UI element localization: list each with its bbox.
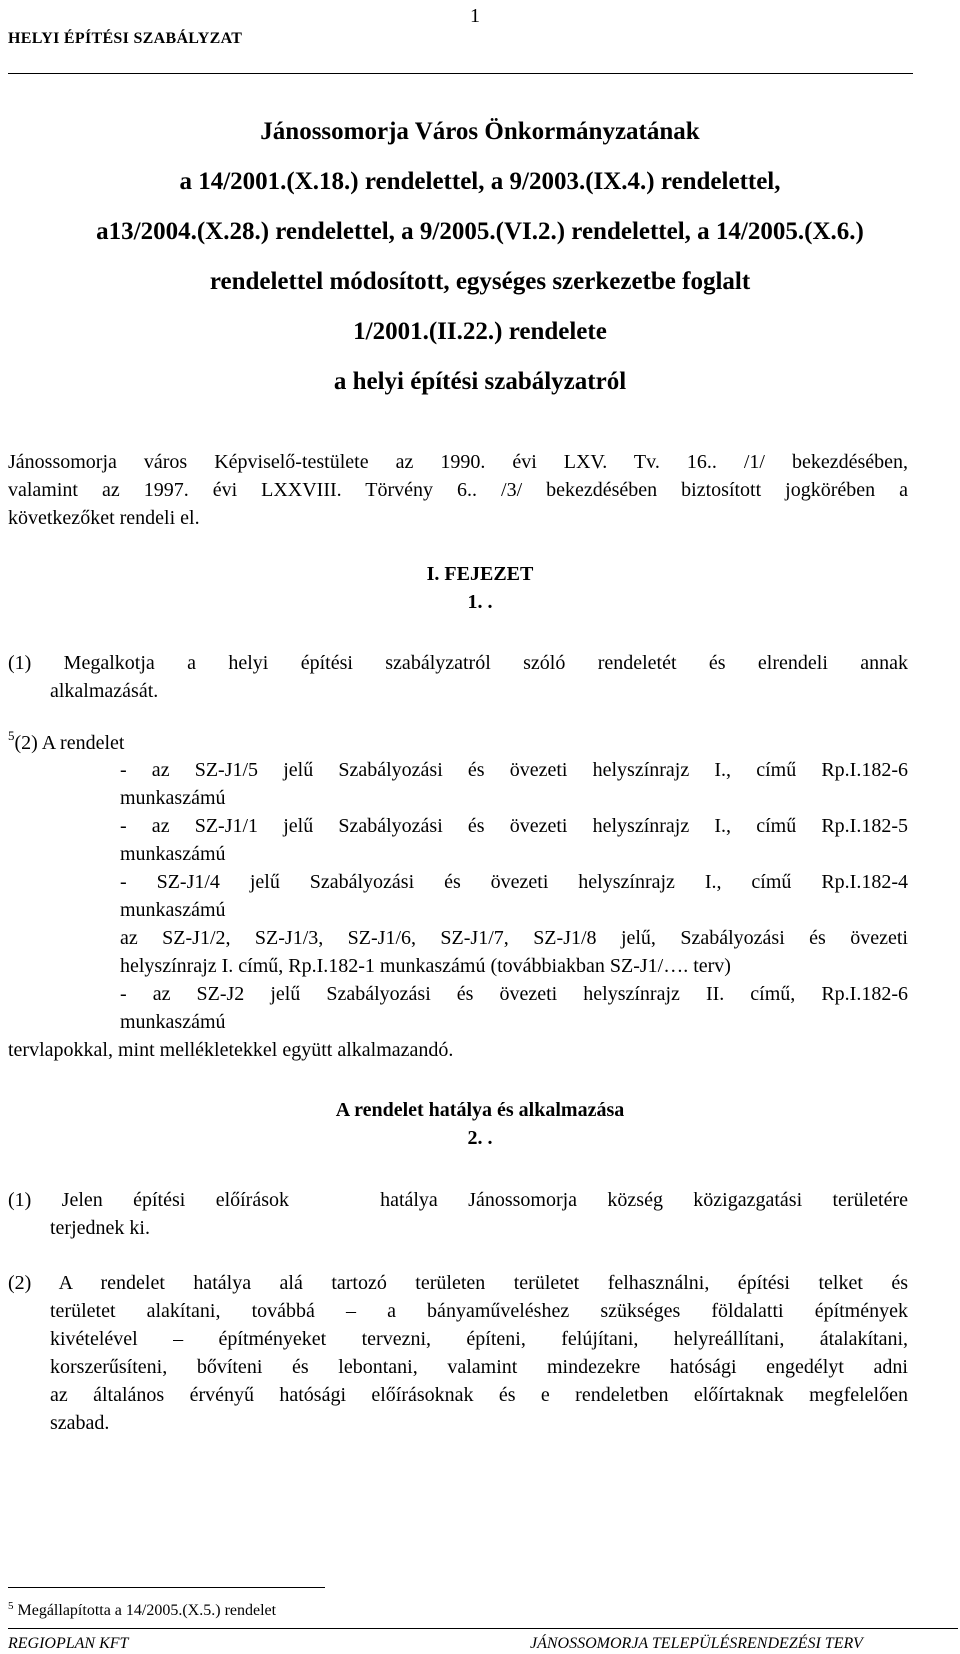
footnote	[8, 1600, 276, 1620]
list-item: - az SZ-J2 jelű Szabályozási és övezeti helyszínrajz II. című, Rp.I.182-6	[120, 983, 908, 1005]
title-line-4: rendelettel módosított, egységes szerkezetbe foglalt	[209, 268, 751, 295]
para-2-1-line-2: terjednek ki.	[50, 1217, 150, 1239]
title-line-6: a helyi építési szabályzatról	[333, 368, 627, 395]
list-item: helyszínrajz I. című, Rp.I.182-1 munkaszámú (továbbiakban SZ-J1/…. terv)	[120, 955, 731, 977]
para-1-1-line-1: (1) Megalkotja a helyi építési szabályzatról szóló rendeletét és elrendeli annak	[8, 652, 908, 674]
section-1-number: 1. .	[467, 591, 493, 613]
preamble-line-3: következőket rendeli el.	[8, 507, 200, 529]
para-2-2-line-5: az általános érvényű hatósági előírásoknak és e rendeletben előírtaknak megfelelően	[50, 1384, 908, 1406]
para-2-1-line-1: (1) Jelen építési előírások hatálya Jánossomorja község közigazgatási területére	[8, 1189, 908, 1211]
list-item: - az SZ-J1/5 jelű Szabályozási és övezeti helyszínrajz I., című Rp.I.182-6	[120, 759, 908, 781]
para-2-2-line-6: szabad.	[50, 1412, 110, 1434]
list-item: munkaszámú	[120, 1011, 226, 1033]
title-line-1: Jánossomorja Város Önkormányzatának	[260, 118, 700, 145]
para-1-2-label	[8, 722, 124, 757]
para-1-1-line-2: alkalmazását.	[50, 680, 159, 702]
header-rule	[8, 73, 913, 74]
para-1-2-text: (2) A rendelet	[14, 732, 125, 754]
header-title: HELYI ÉPÍTÉSI SZABÁLYZAT	[8, 30, 243, 47]
title-line-5: 1/2001.(II.22.) rendelete	[353, 318, 607, 345]
footer-left: REGIOPLAN KFT	[8, 1635, 129, 1652]
page-number: 1	[470, 5, 480, 27]
title-line-2: a 14/2001.(X.18.) rendelettel, a 9/2003.(IX.4.) rendelettel,	[179, 168, 781, 195]
preamble-line-2: valamint az 1997. évi LXXVIII. Törvény 6.. /3/ bekezdésében biztosított jogkörében a	[8, 479, 908, 501]
footnote-rule	[8, 1587, 325, 1588]
title-line-3: a13/2004.(X.28.) rendelettel, a 9/2005.(VI.2.) rendelettel, a 14/2005.(X.6.)	[96, 218, 864, 245]
list-item: munkaszámú	[120, 787, 226, 809]
footnote-mark: 5	[8, 1600, 14, 1612]
list-item: - az SZ-J1/1 jelű Szabályozási és övezeti helyszínrajz I., című Rp.I.182-5	[120, 815, 908, 837]
list-item: munkaszámú	[120, 843, 226, 865]
section-2-heading: A rendelet hatálya és alkalmazása	[335, 1099, 625, 1121]
footer-rule	[8, 1628, 958, 1629]
para-2-2-line-4: korszerűsíteni, bővíteni és lebontani, valamint mindezekre hatósági engedélyt adni	[50, 1356, 908, 1378]
footer-right: JÁNOSSOMORJA TELEPÜLÉSRENDEZÉSI TERV	[530, 1635, 863, 1652]
list-item: - SZ-J1/4 jelű Szabályozási és övezeti helyszínrajz I., című Rp.I.182-4	[120, 871, 908, 893]
para-2-2-line-1: (2) A rendelet hatálya alá tartozó területen területet felhasználni, építési telket és	[8, 1272, 908, 1294]
chapter-heading: I. FEJEZET	[426, 563, 534, 585]
list-item: munkaszámú	[120, 899, 226, 921]
section-2-number: 2. .	[467, 1127, 493, 1149]
preamble-line-1: Jánossomorja város Képviselő-testülete az 1990. évi LXV. Tv. 16.. /1/ bekezdésében,	[8, 451, 908, 473]
para-2-2-line-2: területet alakítani, továbbá – a bányaműveléshez szükséges földalatti építmények	[50, 1300, 908, 1322]
para-1-2-closing: tervlapokkal, mint mellékletekkel együtt alkalmazandó.	[8, 1039, 454, 1061]
footnote-text: Megállapította a 14/2005.(X.5.) rendelet	[17, 1602, 277, 1619]
list-item: az SZ-J1/2, SZ-J1/3, SZ-J1/6, SZ-J1/7, SZ-J1/8 jelű, Szabályozási és övezeti	[120, 927, 908, 949]
para-2-2-line-3: kivételével – építményeket tervezni, építeni, felújítani, helyreállítani, átalakítani,	[50, 1328, 908, 1350]
footnote-ref: 5	[8, 728, 15, 743]
